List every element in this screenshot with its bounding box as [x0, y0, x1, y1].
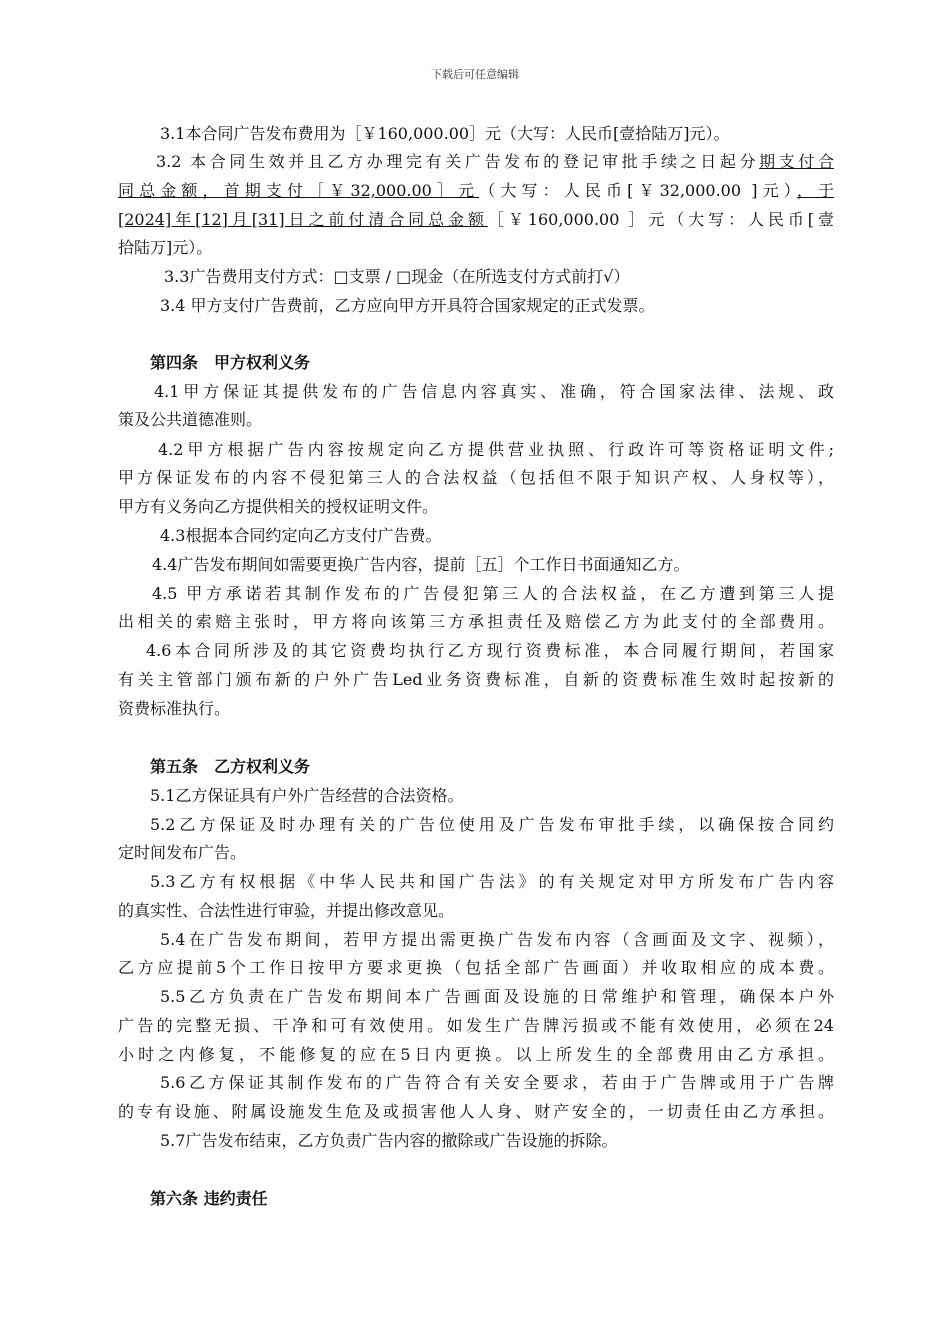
clause-5-6-line-2: 的专有设施、附属设施发生危及或损害他人人身、财产安全的，一切责任由乙方承担。 — [118, 1102, 834, 1121]
clause-4-4: 4.4广告发布期间如需要更换广告内容，提前［五］个工作日书面通知乙方。 — [152, 555, 690, 574]
clause-5-3-line-2: 的真实性、合法性进行审验，并提出修改意见。 — [118, 901, 455, 920]
clause-5-2-line-1: 5.2乙方保证及时办理有关的广告位使用及广告发布审批手续，以确保按合同约 — [150, 815, 834, 834]
clause-4-2-line-2: 甲方保证发布的内容不侵犯第三人的合法权益（包括但不限于知识产权、人身权等）， — [118, 468, 834, 487]
clause-4-3: 4.3根据本合同约定向乙方支付广告费。 — [160, 526, 442, 545]
clause-3-2-text: ［￥160,000.00 ］元（大写：人民币[壹 — [487, 210, 834, 229]
clause-4-6-line-1: 4.6本合同所涉及的其它资费均执行乙方现行资费标准，本合同履行期间，若国家 — [146, 641, 834, 660]
clause-5-6-line-1: 5.6乙方保证其制作发布的广告符合有关安全要求，若由于广告牌或用于广告牌 — [160, 1073, 834, 1092]
clause-5-5-line-1: 5.5乙方负责在广告发布期间本广告画面及设施的日常维护和管理，确保本户外 — [160, 987, 834, 1006]
clause-5-5-line-3: 小时之内修复，不能修复的应在5日内更换。以上所发生的全部费用由乙方承担。 — [118, 1045, 834, 1064]
clause-3-3: 3.3广告费用支付方式：□支票 / □现金（在所选支付方式前打√） — [164, 267, 630, 286]
clause-4-6-line-2: 有关主管部门颁布新的户外广告Led业务资费标准，自新的资费标准生效时起按新的 — [118, 670, 834, 689]
clause-4-2-line-3: 甲方有义务向乙方提供相关的授权证明文件。 — [118, 497, 439, 516]
clause-4-1-line-1: 4.1甲方保证其提供发布的广告信息内容真实、准确，符合国家法律、法规、政 — [154, 382, 834, 401]
clause-4-1-line-2: 策及公共道德准则。 — [118, 410, 263, 429]
clause-4-6-line-3: 资费标准执行。 — [118, 699, 231, 718]
clause-4-2-line-1: 4.2甲方根据广告内容按规定向乙方提供营业执照、行政许可等资格证明文件; — [158, 440, 834, 459]
section-6-title: 第六条 违约责任 — [150, 1189, 268, 1208]
clause-4-5-line-1: 4.5 甲方承诺若其制作发布的广告侵犯第三人的合法权益，在乙方遭到第三人提 — [152, 584, 834, 603]
clause-5-4-line-1: 5.4在广告发布期间，若甲方提出需更换广告发布内容（含画面及文字、视频）， — [160, 930, 834, 949]
clause-3-2-line-2 — [118, 181, 834, 201]
clause-3-2-underlined: 期支付合 — [759, 152, 834, 171]
clause-3-2-underlined: ，于 — [796, 181, 834, 200]
clause-5-5-line-2: 广告的完整无损、干净和可有效使用。如发生广告牌污损或不能有效使用，必须在24 — [118, 1016, 834, 1035]
section-5-title: 第五条 乙方权利义务 — [150, 757, 311, 776]
clause-3-1: 3.1本合同广告发布费用为［￥160,000.00］元（大写：人民币[壹拾陆万]元）。 — [160, 124, 730, 143]
clause-3-4: 3.4 甲方支付广告费前，乙方应向甲方开具符合国家规定的正式发票。 — [160, 296, 655, 315]
clause-3-2-underlined: [2024]年[12]月[31]日之前付清合同总金额 — [118, 210, 488, 229]
clause-3-2-line-1 — [156, 152, 834, 172]
clause-3-2-text: 3.2 本合同生效并且乙方办理完有关广告发布的登记审批手续之日起分 — [156, 152, 760, 171]
clause-3-2-line-4: 拾陆万]元）。 — [118, 238, 213, 257]
clause-5-2-line-2: 定时间发布广告。 — [118, 843, 247, 862]
clause-3-2-underlined: 同总金额，首期支付［￥32,000.00］元 — [118, 181, 480, 200]
clause-3-2-line-3 — [118, 210, 834, 230]
clause-4-5-line-2: 出相关的索赔主张时，甲方将向该第三方承担责任及赔偿乙方为此支付的全部费用。 — [118, 612, 834, 631]
section-4-title: 第四条 甲方权利义务 — [150, 353, 311, 372]
clause-5-1: 5.1乙方保证具有户外广告经营的合法资格。 — [150, 786, 464, 805]
page-header: 下载后可任意编辑 — [431, 68, 519, 81]
clause-5-3-line-1: 5.3乙方有权根据《中华人民共和国广告法》的有关规定对甲方所发布广告内容 — [150, 872, 834, 891]
clause-5-7: 5.7广告发布结束，乙方负责广告内容的撤除或广告设施的拆除。 — [160, 1131, 618, 1150]
clause-5-4-line-2: 乙方应提前5个工作日按甲方要求更换（包括全部广告画面）并收取相应的成本费。 — [118, 958, 834, 977]
clause-3-2-text: （大写：人民币[￥32,000.00 ]元） — [479, 181, 797, 200]
